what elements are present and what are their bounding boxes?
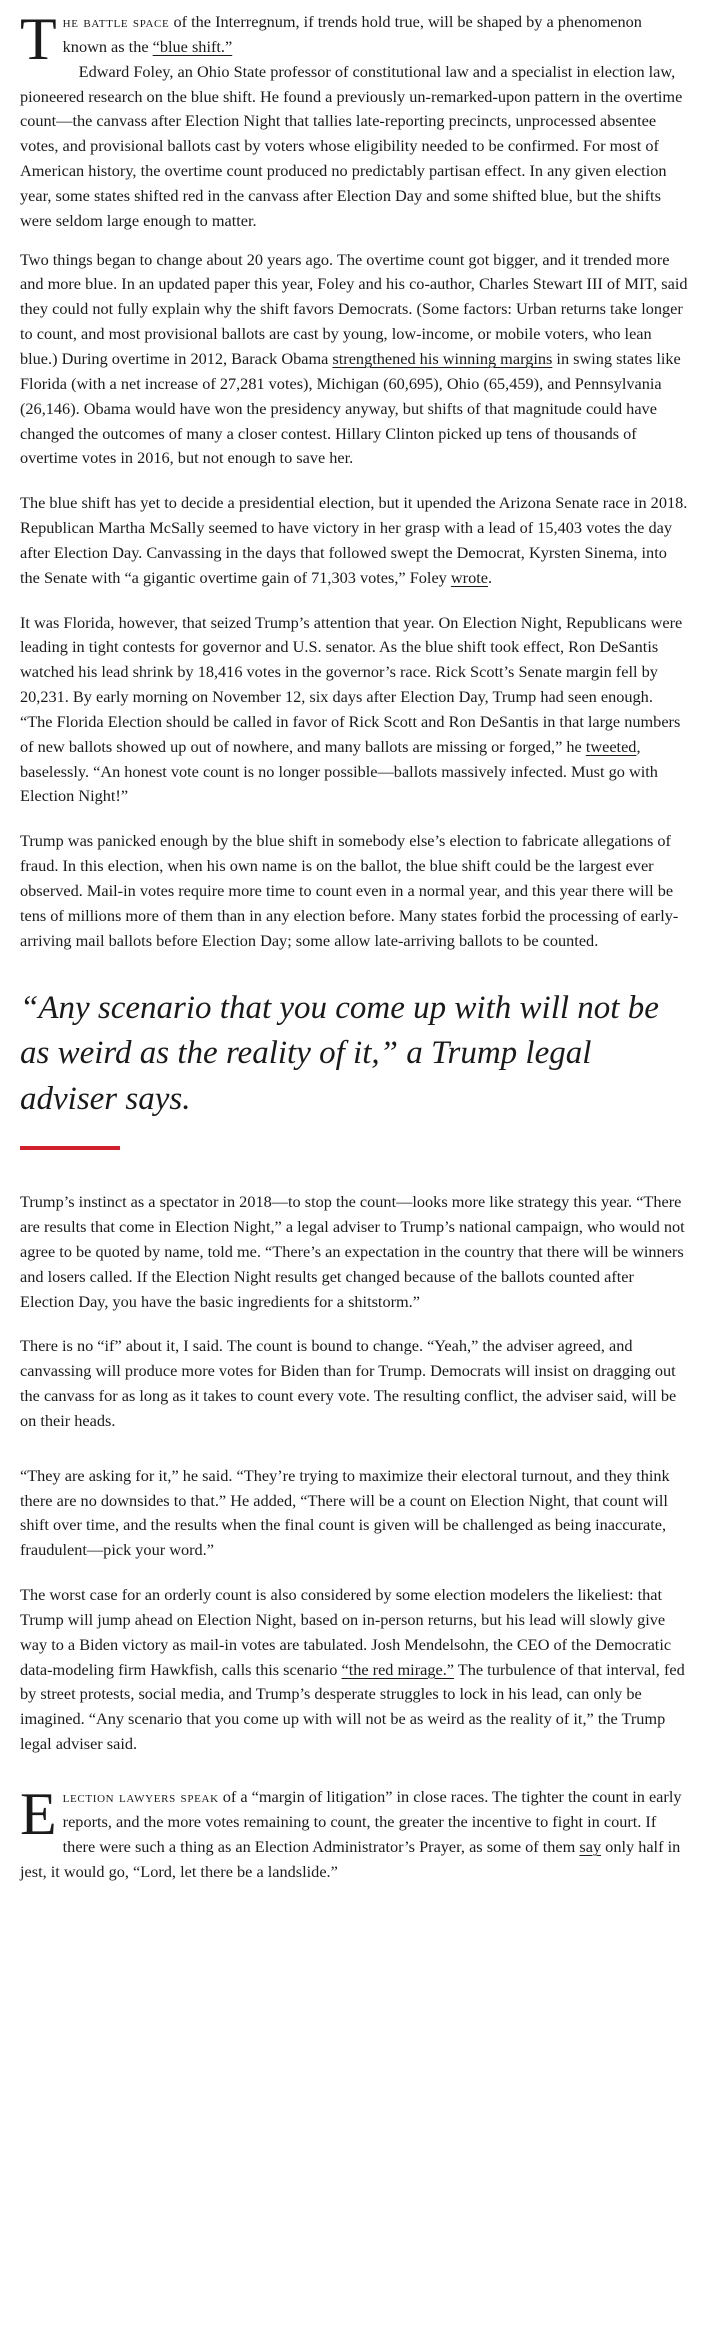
link-say[interactable]: say — [579, 1836, 602, 1856]
link-wrote[interactable]: wrote — [450, 567, 488, 587]
paragraph: Trump’s instinct as a spectator in 2018—to stop the count—looks more like strategy this year. “There are results that come in Election Night,” a legal adviser to Trump’s national campaign, who would not agree to be quoted by name, told me. “There’s an expectation in the country that there will be winners and losers called. If the Election Night results get changed because of the ballots counted after Election Day, you have the basic ingredients for a shitstorm.” — [20, 1192, 685, 1311]
lead-in-smallcaps: he battle space — [62, 12, 170, 31]
drop-cap: E — [20, 1781, 57, 1847]
paragraph — [20, 611, 689, 810]
paragraph-text: It was Florida, however, that seized Trump’s attention that year. On Election Night, Republicans were leading in tight contests for governor and U.S. senator. As the blue shift took effect, Ron DeSantis watched his lead shrink by 18,416 votes in the governor’s race. Rick Scott’s Senate margin fell by 20,231. By early morning on November 12, six days after Election Day, Trump had seen enough. “The Florida Election should be called in favor of Rick Scott and Ron DeSantis in that large numbers of new ballots showed up out of nowhere, and many ballots are missing or forged,” he — [20, 612, 683, 756]
paragraph-section-start — [20, 1781, 689, 1884]
paragraph: There is no “if” about it, I said. The count is bound to change. “Yeah,” the adviser agreed, and canvassing will produce more votes for Biden than for Trump. Democrats will insist on dragging out the canvass for as long as it takes to count every vote. The resulting conflict, the adviser said, will be on their heads. — [20, 1336, 677, 1430]
paragraph-text: of the Interregnum, if trends hold true, will be shaped by a phenomenon known as the — [62, 12, 642, 56]
paragraph: Trump was panicked enough by the blue shift in somebody else’s election to fabricate allegations of fraud. In this election, when his own name is on the ballot, the blue shift could be the largest ever observed. Mail-in votes require more time to count even in a normal year, and this year there will be tens of millions more of them than in any election before. Many states forbid the processing of early-arriving mail ballots before Election Day; some allow late-arriving ballots to be counted. — [20, 831, 679, 950]
paragraph-text: The turbulence of that interval, fed by street protests, social media, and Trump’s desperate struggles to lock in his lead, can only be imagined. “Any scenario that you come up with will not be as weird as the reality of it,” the Trump legal adviser said. — [20, 1659, 685, 1754]
link-tweeted[interactable]: tweeted — [585, 736, 637, 756]
paragraph — [20, 491, 689, 590]
paragraph-intro — [20, 6, 689, 234]
paragraph-text: . — [487, 567, 493, 587]
paragraph-text: of a “margin of litigation” in close races. The tighter the count in early reports, and the more votes remaining to count, the greater the incentive to fight in court. If there were such a thing as an Election Administrator’s Prayer, as some of them — [62, 1787, 682, 1856]
link-strengthened-margins[interactable]: strengthened his winning margins — [332, 348, 553, 368]
paragraph — [20, 248, 689, 472]
lead-in-smallcaps: lection lawyers speak — [62, 1787, 219, 1806]
drop-cap: T — [20, 6, 57, 72]
paragraph-text: in swing states like Florida (with a net increase of 27,281 votes), Michigan (60,695), Ohio (65,459), and Pennsylvania (26,146). Obama would have won the presidency anyway, but shifts of that magnitude could have changed the outcomes of many a closer contest. Hillary Clinton picked up tens of thousands of overtime votes in 2016, but not enough to save her. — [20, 348, 681, 468]
paragraph-text: , baselessly. “An honest vote count is no longer possible—ballots massively infected. Must go with Election Night!” — [20, 736, 658, 806]
paragraph-text: only half in jest, it would go, “Lord, let there be a landslide.” — [20, 1836, 681, 1881]
paragraph-text: Two things began to change about 20 years ago. The overtime count got bigger, and it trended more and more blue. In an updated paper this year, Foley and his co-author, Charles Stewart III of MIT, said they could not fully explain why the shift favors Democrats. (Some factors: Urban returns take longer to count, and most provisional ballots are cast by young, low-income, or mobile voters, who lean blue.) During overtime in 2012, Barack Obama — [20, 249, 688, 368]
pull-quote-rule — [20, 1146, 120, 1150]
pull-quote: “Any scenario that you come up with will not be as weird as the reality of it,” a Trump legal adviser says. — [20, 989, 659, 1117]
paragraph-text: The blue shift has yet to decide a presidential election, but it upended the Arizona Senate race in 2018. Republican Martha McSally seemed to have victory in her grasp with a lead of 15,403 votes the day after Election Day. Canvassing in the days that followed swept the Democrat, Kyrsten Sinema, into the Senate with “a gigantic overtime gain of 71,303 votes,” Foley — [20, 493, 688, 587]
link-blue-shift[interactable]: “blue shift.” — [152, 36, 233, 56]
paragraph-text: The worst case for an orderly count is also considered by some election modelers the likeliest: that Trump will jump ahead on Election Night, based on in-person returns, but his lead will slowly give way to a Biden victory as mail-in votes are tabulated. Josh Mendelsohn, the CEO of the Democratic data-modeling firm Hawkfish, calls this scenario — [20, 1585, 672, 1679]
paragraph — [20, 1583, 689, 1757]
paragraph-text: Edward Foley, an Ohio State professor of constitutional law and a specialist in election law, pioneered research on the blue shift. He found a previously un-remarked-upon pattern in the overtime count—the canvass after Election Night that tallies late-reporting precincts, unprocessed absentee votes, and provisional ballots cast by voters whose eligibility needed to be confirmed. For most of American history, the overtime count produced no predictably partisan effect. In any given election year, some states shifted red in the canvass after Election Day and some shifted blue, but the shifts were seldom large enough to matter. — [20, 61, 683, 230]
link-red-mirage[interactable]: “the red mirage.” — [341, 1659, 455, 1679]
paragraph: “They are asking for it,” he said. “They’re trying to maximize their electoral turnout, and they think there are no downsides to that.” He added, “There will be a count on Election Night, that count will shift over time, and the results when the final count is given will be challenged as being inaccurate, fraudulent—pick your word.” — [20, 1465, 670, 1560]
